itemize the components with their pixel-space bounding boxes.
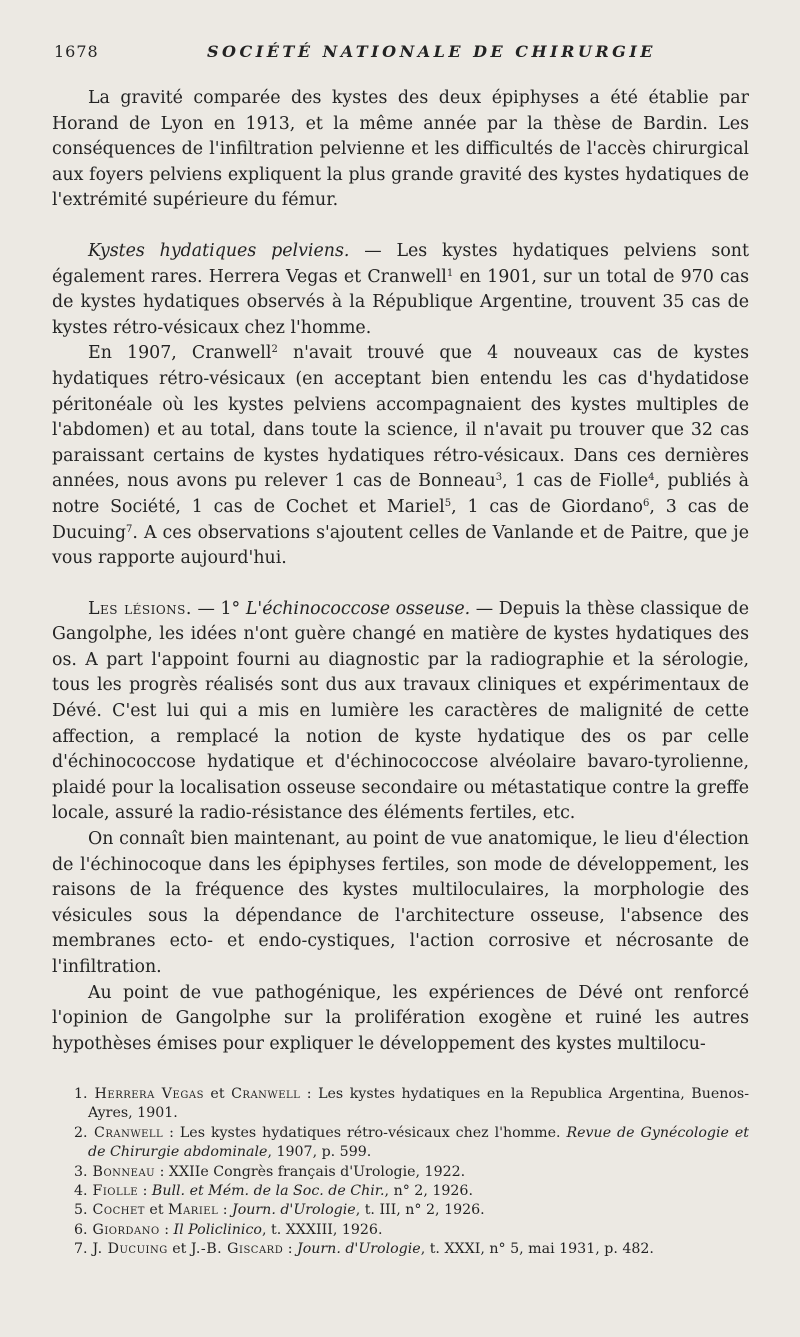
footnote-author: Cochet (92, 1202, 145, 1219)
text-run: : (138, 1183, 152, 1200)
footnote-ref: 2 (271, 344, 278, 356)
text-run: , n° 2, 1926. (384, 1183, 473, 1200)
text-run: , t. XXXIII, 1926. (261, 1221, 383, 1238)
text-run: Les kystes hydatiques en la Republica Argentina, Buenos-Ayres, 1901. (88, 1086, 749, 1122)
paragraph-gap (52, 572, 749, 597)
page-number: 1678 (54, 42, 99, 61)
body-text (52, 86, 749, 1057)
text-run: : (283, 1241, 298, 1258)
footnote-ref: 4 (648, 472, 655, 484)
footnote-author: Bonneau (92, 1163, 156, 1180)
footnote-author: J. Ducuing (92, 1241, 168, 1258)
footnote (52, 1124, 749, 1163)
running-title: SOCIÉTÉ NATIONALE DE CHIRURGIE (207, 42, 656, 61)
text-run: , 3 cas de Ducuing (52, 496, 750, 543)
footnote-number: 1. (74, 1086, 88, 1102)
footnote-ref: 1 (446, 267, 454, 279)
paragraph: Au point de vue pathogénique, les expériences de Dévé ont renforcé l'opinion de Gangolphe sur la prolifération exogène et ruiné les autres hypothèses émises pour expliquer le développement des kystes multilocu- (52, 982, 749, 1054)
text-run: : (300, 1086, 319, 1102)
footnote-ref: 7 (125, 523, 133, 535)
section-heading: Kystes hydatiques pelviens. (88, 240, 350, 261)
text-run: , 1907, p. 599. (267, 1144, 372, 1161)
footnote-source: Journ. d'Urologie (297, 1241, 421, 1258)
text-run: — Depuis la thèse classique de Gangolphe, les idées n'ont guère changé en matière de kystes hydatiques des os. A part l'appoint fourni au diagnostic par la radiographie et la sérologie, tous les progrès réalisés sont dus aux travaux cliniques et expérimentaux de Dévé. C'est lui qui a mis en lumière les caractères de malignité de cette affection, a remplacé la notion de kyste hydatique des os par celle d'échinococcose hydatique et d'échinococcose alvéolaire bavaro-tyrolienne, plaidé pour la localisation osseuse secondaire ou métastatique contre la greffe locale, assuré la radio-résistance des éléments fertiles, etc. (52, 598, 749, 824)
footnote-author: Giordano (92, 1221, 160, 1238)
page-header (54, 42, 754, 66)
footnotes (52, 1085, 749, 1260)
footnote-author: Cranwell (93, 1124, 164, 1141)
text-run: En 1907, Cranwell (88, 343, 272, 364)
footnote-author: Fiolle (92, 1183, 139, 1200)
text-run: : (218, 1202, 233, 1219)
footnote-source: Il Policlinico (173, 1221, 262, 1238)
footnote (52, 1163, 749, 1182)
footnote (52, 1221, 749, 1240)
text-run: en 1901, sur un total de 970 cas de kystes hydatiques observés à la République Argentine, trouvent 35 cas de kystes rétro-vésicaux chez l'homme. (52, 266, 749, 338)
footnote-author: Cranwell (231, 1086, 301, 1102)
text-run: , 1 cas de Giordano (451, 496, 644, 517)
paragraph-lesions (52, 597, 749, 827)
text-run: XXIIe Congrès français d'Urologie, 1922. (168, 1163, 466, 1180)
text-run: et (167, 1241, 191, 1258)
text-run: Les kystes hydatiques rétro-vésicaux chez l'homme. (179, 1124, 567, 1141)
text-run: et (144, 1202, 169, 1219)
footnote-author: Herrera Vegas (94, 1086, 204, 1102)
text-run: : (159, 1221, 174, 1238)
footnote-source: Revue de Gynécologie et de Chirurgie abdominale (88, 1124, 749, 1161)
footnote-number: 3. (74, 1163, 88, 1180)
text-run: — Les kystes hydatiques pelviens sont également rares. Herrera Vegas et Cranwell (52, 240, 749, 287)
text-run: n'avait trouvé que 4 nouveaux cas de kystes hydatiques rétro-vésicaux (en acceptant bien entendu les cas d'hydatidose péritonéale où les kystes pelviens accompagnaient des kystes multiples de l'abdomen) et au total, dans toute la science, il n'avait pu trouver que 32 cas paraissant certains de kystes hydatiques rétro-vésicaux. Dans ces dernières années, nous avons pu relever 1 cas de Bonneau (52, 343, 750, 492)
footnote-number: 5. (74, 1202, 88, 1219)
text-run: , t. XXXI, n° 5, mai 1931, p. 482. (420, 1241, 654, 1258)
paragraph: On connaît bien maintenant, au point de vue anatomique, le lieu d'élection de l'échinocoque dans les épiphyses fertiles, son mode de développement, les raisons de la fréquence des kystes multiloculaires, la morphologie des vésicules sous la dépendance de l'architecture osseuse, l'absence des membranes ecto- et endo-cystiques, l'action corrosive et nécrosante de l'infiltration. (52, 829, 749, 977)
footnote-number: 6. (74, 1221, 88, 1238)
paragraph-gap (52, 214, 749, 239)
text-run: , 1 cas de Fiolle (502, 471, 649, 492)
paragraph: La gravité comparée des kystes des deux épiphyses a été établie par Horand de Lyon en 1913, et la même année par la thèse de Bardin. Les conséquences de l'infiltration pelvienne et les difficultés de l'accès chirurgical aux foyers pelviens expliquent la plus grande gravité des kystes hydatiques de l'extrémité supérieure du fémur. (52, 88, 749, 211)
text-run: , publiés à notre Société, 1 cas de Cochet et Mariel (52, 471, 749, 517)
footnote-author: J.-B. Giscard (190, 1241, 284, 1258)
paragraph (52, 341, 749, 571)
text-run: : (155, 1163, 169, 1180)
text-run: , t. III, n° 2, 1926. (355, 1202, 485, 1219)
footnote-number: 4. (74, 1183, 88, 1200)
subsection-title: L'échinococcose osseuse. (245, 598, 471, 619)
text-run: . A ces observations s'ajoutent celles de Vanlande et de Paitre, que je vous rapporte aujourd'hui. (52, 522, 749, 569)
footnote-ref: 5 (444, 497, 452, 509)
footnote-source: Journ. d'Urologie (232, 1202, 356, 1219)
footnote-number: 2. (74, 1124, 88, 1141)
section-label: Les lésions. (88, 598, 192, 619)
footnote (52, 1240, 749, 1259)
footnote (52, 1182, 749, 1201)
footnote-author: Mariel (168, 1202, 219, 1219)
footnote-number: 7. (74, 1241, 88, 1258)
footnote-ref: 3 (495, 472, 503, 484)
footnote (52, 1201, 749, 1220)
text-run: : (163, 1124, 180, 1141)
text-run: et (203, 1086, 232, 1102)
text-run: — 1° (191, 598, 246, 619)
footnote-source: Bull. et Mém. de la Soc. de Chir. (151, 1183, 385, 1200)
paragraph-pelvic-cysts (52, 239, 749, 341)
footnote (52, 1085, 749, 1124)
footnote-ref: 6 (643, 497, 650, 509)
